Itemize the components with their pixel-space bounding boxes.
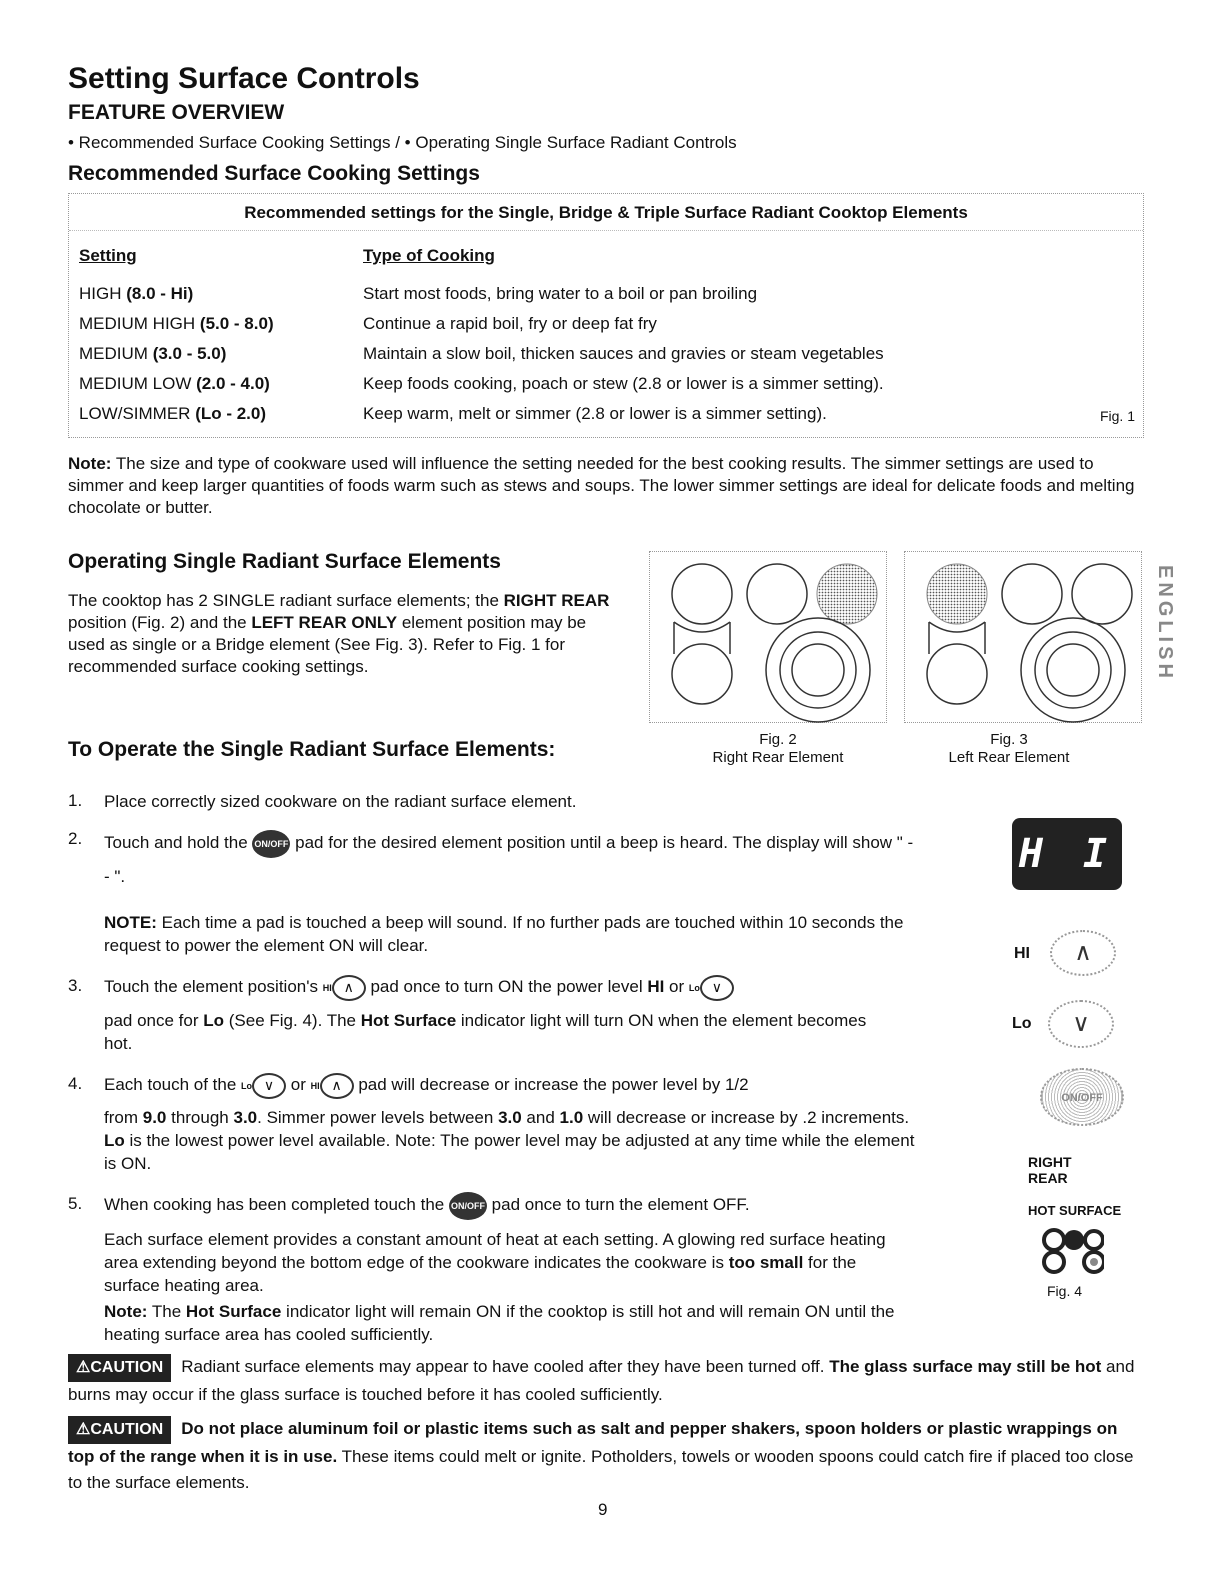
down-arrow-pad-icon: ∨ [252,1073,286,1099]
page-number: 9 [598,1500,608,1519]
caution-badge: ⚠CAUTION [68,1416,171,1444]
feature-overview-items: • Recommended Surface Cooking Settings / • Operating Single Surface Radiant Controls [68,133,737,152]
step-number: 3. [68,976,83,995]
hot-surface-label: HOT SURFACE [1028,1203,1122,1218]
step-2: Touch and hold the ON/OFF pad for the desired element position until a beep is heard. The display will show " -- ". [104,826,914,894]
control-display: H I [1012,818,1122,890]
operating-heading: Operating Single Radiant Surface Elements [68,550,501,573]
on-off-pad-icon: ON/OFF [449,1192,487,1220]
fig2-cooktop-diagram [649,551,887,723]
table-row: LOW/SIMMER (Lo - 2.0) Keep warm, melt or simmer (2.8 or lower is a simmer setting). [79,404,827,423]
up-arrow-pad-icon: ∧ [332,975,366,1001]
caution-badge: ⚠CAUTION [68,1354,171,1382]
cooktop-left-rear-icon [905,552,1143,724]
column-header-type: Type of Cooking [363,246,495,265]
settings-table [68,193,1144,438]
step-number: 1. [68,791,83,810]
fig3-caption: Fig. 3 Left Rear Element [948,731,1070,766]
cooktop-right-rear-icon [650,552,888,724]
lo-pad-down-icon: ∨ [1048,1000,1114,1048]
note-paragraph: Note: The size and type of cookware used will influence the setting needed for the best cooking results. The simmer settings are used to simmer and keep larger quantities of foods warm such as stews and soups. The lower simmer settings are ideal for delicate foods and melting chocolate or butter. [68,454,1135,517]
up-arrow-pad-icon: ∧ [320,1073,354,1099]
right-rear-label: RIGHT REAR [1028,1154,1072,1186]
note-3: Note: The Hot Surface indicator light will remain ON if the cooktop is still hot and will remain ON until the heating surface area has cooled sufficiently. [104,1302,895,1344]
fig4-label: Fig. 4 [1047,1283,1083,1299]
table-row: MEDIUM LOW (2.0 - 4.0) Keep foods cooking, poach or stew (2.8 or lower is a simmer setting). [79,374,884,393]
caution-1: ⚠CAUTION Radiant surface elements may appear to have cooled after they have been turned off. The glass surface may still be hot and burns may occur if the glass surface is touched before it has cooled sufficiently. [68,1354,1148,1408]
on-off-pad-icon: ON/OFF [252,830,290,858]
step-3-cont: pad once for Lo (See Fig. 4). The Hot Surface indicator light will turn ON when the element becomes hot. [104,1011,867,1053]
down-arrow-pad-icon: ∨ [700,975,734,1001]
hi-label: HI [1014,945,1030,962]
fig3-cooktop-diagram [904,551,1142,723]
fig1-label: Fig. 1 [1099,408,1135,424]
step-number: 5. [68,1194,83,1213]
hot-surface-indicator-icon [1040,1226,1104,1281]
column-header-setting: Setting [79,246,137,265]
to-operate-heading: To Operate the Single Radiant Surface Elements: [68,738,556,761]
table-divider [69,230,1143,231]
step-1: Place correctly sized cookware on the radiant surface element. [104,792,577,811]
english-side-label: ENGLISH [1154,565,1176,682]
hi-pad-up-icon: ∧ [1050,930,1116,976]
page-title: Setting Surface Controls [68,62,420,95]
table-title: Recommended settings for the Single, Bridge & Triple Surface Radiant Cooktop Elements [244,203,968,222]
table-row: MEDIUM (3.0 - 5.0) Maintain a slow boil, thicken sauces and gravies or steam vegetables [79,344,884,363]
step-5: When cooking has been completed touch the ON/OFF pad once to turn the element OFF. [104,1188,924,1222]
lo-label: Lo [1012,1015,1032,1032]
operating-paragraph: The cooktop has 2 SINGLE radiant surface elements; the RIGHT REAR position (Fig. 2) and the LEFT REAR ONLY element position may be used as single or a Bridge element (See Fig. 3). Refer to Fig. 1 for recommended surface cooking settings. [68,591,610,676]
note-2: NOTE: Each time a pad is touched a beep will sound. If no further pads are touched within 10 seconds the request to power the element ON will clear. [104,913,904,955]
step-number: 2. [68,829,83,848]
step-4: Each touch of the Lo ∨ or HI ∧ pad will decrease or increase the power level by 1/2 [104,1068,944,1103]
step-4-cont: from 9.0 through 3.0. Simmer power levels between 3.0 and 1.0 will decrease or increase by .2 increments. Lo is the lowest power level available. Note: The power level may be adjusted at any time while the element is ON. [104,1108,915,1173]
fig2-caption: Fig. 2 Right Rear Element [712,731,844,766]
on-off-pad-icon: ON/OFF [1040,1068,1124,1126]
step-5-paragraph: Each surface element provides a constant amount of heat at each setting. A glowing red surface heating area extending beyond the bottom edge of the cookware indicates the cookware is too small for the surface heating area. [104,1230,886,1295]
step-number: 4. [68,1074,83,1093]
caution-2: ⚠CAUTION Do not place aluminum foil or plastic items such as salt and pepper shakers, spoon holders or plastic wrappings on top of the range when it is in use. These items could melt or ignite. Potholders, towels or wooden spoons could catch fire if placed too close to the surface elements. [68,1416,1148,1496]
recommended-heading: Recommended Surface Cooking Settings [68,162,480,185]
table-row: HIGH (8.0 - Hi) Start most foods, bring water to a boil or pan broiling [79,284,758,303]
table-row: MEDIUM HIGH (5.0 - 8.0) Continue a rapid boil, fry or deep fat fry [79,314,657,333]
step-3: Touch the element position's HI ∧ pad once to turn ON the power level HI or Lo ∨ [104,970,924,1005]
feature-overview-heading: FEATURE OVERVIEW [68,101,285,124]
